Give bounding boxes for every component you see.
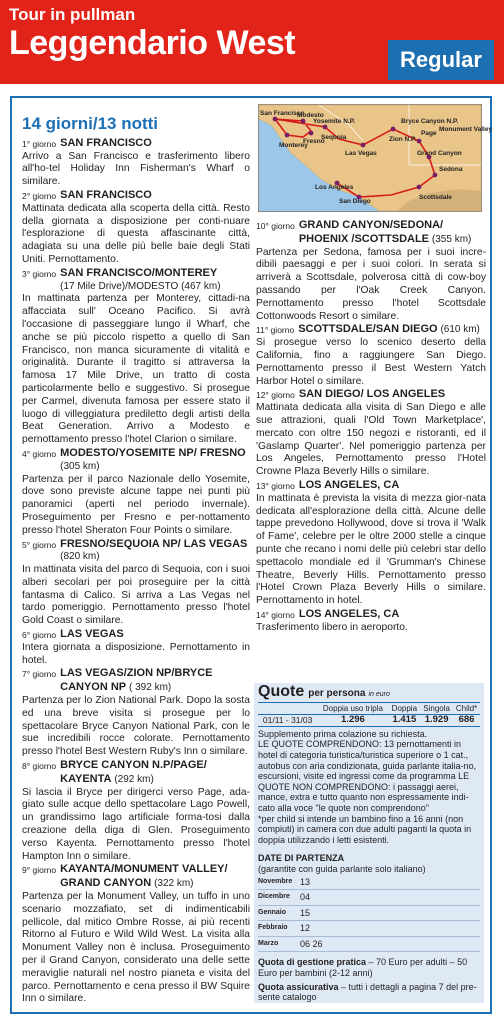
map-label: Monument Valley bbox=[439, 126, 493, 133]
map-label: San Francisco bbox=[260, 110, 305, 117]
map-label: Grand Canyon bbox=[417, 150, 462, 157]
day-number: 4° giorno bbox=[22, 448, 57, 459]
day-description: Partenza per lo Zion National Park. Dopo la sosta ed una breve visita si prosegue per lo spettacolare Bryce Canyon National Park, con le sue incredibili rocce colorate. Pernottamento presso l'hotel Best Western Ruby's Inn o similare. bbox=[22, 695, 250, 758]
date-month: Febbraio bbox=[258, 924, 288, 932]
insurance-text: – tutti i dettagli a pagina 7 del pre-sente catalogo bbox=[258, 981, 477, 1003]
price-table-header bbox=[258, 704, 480, 715]
price-title: Quote bbox=[258, 683, 305, 700]
date-days: 06 26 bbox=[300, 938, 323, 949]
day-subtitle: (355 km) bbox=[431, 233, 472, 245]
price-row bbox=[258, 715, 480, 727]
day-title: SAN DIEGO/ LOS ANGELES bbox=[298, 388, 446, 401]
day-title: KAYANTA/MONUMENT VALLEY/ GRAND CANYON bbox=[60, 863, 228, 890]
date-month: Novembre bbox=[258, 877, 293, 885]
day-description: In mattinata partenza per Monterey, cittadi-na affacciata sull' Oceano Pacifico. Si avrà l'occasione di passeggiare lungo il Wharf, che anche se più piccolo rispetto a quello di San Francisco, non manca sicuramente di vitalità e originalità. Durante il tragitto si attraversa la famosa 17 Mile Drive, un tratto di costa particolarmente bello e suggestivo. Si prosegue per Carmel, divenuta famosa per essere stato il luogo di villeggiatura prediletto degli artisti della Beat Generation. Arrivo a Modesto e pernottamento presso l'hotel Clarion o similare. bbox=[22, 293, 250, 446]
day-description: In mattinata è prevista la visita di mezza gior-nata dedicata all'esplorazione della città. Alcune delle tappe prevedono Hollywood, dove si trova il 'Walk of Fame', celebre per le oltre 2000 stelle a cinque punte che recano i nomi delle più celebri star dello spettacolo mondiale ed il 'Grumman's Chinese Theatre, Beverly Hills. Pernottamento presso l'Hotel Crown Plaza Beverly Hills o similare. Pernottamento in hotel. bbox=[256, 492, 486, 607]
day-description: In mattinata visita del parco di Sequoia, con i suoi alberi secolari per poi proseguire per la città fantasma di Calico. Si arriva a Las Vegas nel tardo pomeriggio. Pernottamento presso l'hotel Gold Coast o similare. bbox=[22, 564, 250, 627]
day-title: LOS ANGELES, CA bbox=[298, 478, 400, 491]
day-title: MODESTO/YOSEMITE NP/ FRESNO bbox=[60, 446, 246, 459]
date-month: Dicembre bbox=[258, 893, 290, 901]
itinerary-column-left bbox=[22, 114, 250, 1006]
date-row bbox=[258, 906, 480, 922]
day-title: LOS ANGELES, CA bbox=[298, 607, 400, 620]
day-number: 5° giorno bbox=[22, 539, 57, 550]
map-label: Monterey bbox=[279, 142, 308, 149]
day-number: 13° giorno bbox=[256, 480, 295, 491]
day-title: GRAND CANYON/SEDONA/ PHOENIX /SCOTTSDALE bbox=[298, 219, 444, 245]
day-description: Partenza per la Monument Valley, un tuffo in uno scenario mozzafiato, set di indimenticabili pellicole, dal mitico Ombre Rosse, ai più recenti Ritorno al Futuro e Wild Wild West. La visita alla Monument Valley non è inclusa. Proseguimento per il Grand Canyon, considerato una delle sette meraviglie naturali nel nostro pianeta e visita del parco. Pernottamento e cena presso il BW Squire Inn o similare. bbox=[22, 891, 250, 1005]
regular-badge: Regular bbox=[388, 40, 494, 80]
day-item bbox=[22, 447, 250, 538]
header-banner bbox=[0, 0, 504, 84]
price-col-header: Doppia uso tripla bbox=[322, 703, 383, 713]
price-header bbox=[258, 683, 480, 703]
day-subtitle: (305 km) bbox=[60, 460, 100, 472]
day-item bbox=[22, 628, 250, 667]
map-label: Sequoia bbox=[321, 134, 347, 141]
fee-text: – 70 Euro per adulti – 50 Euro per bambini (2-12 anni) bbox=[258, 957, 468, 979]
day-number: 10° giorno bbox=[256, 221, 295, 231]
insurance-label: Quota assicurativa bbox=[258, 981, 339, 992]
day-title: FRESNO/SEQUOIA NP/ LAS VEGAS bbox=[60, 537, 248, 550]
price-cell: 1.415 bbox=[389, 715, 420, 727]
date-days: 04 bbox=[300, 892, 311, 903]
day-number: 14° giorno bbox=[256, 609, 295, 620]
map-label: Las Vegas bbox=[345, 150, 377, 157]
day-description: Mattinata dedicata alla visita di San Diego e alle sue attrazioni, quali l'Old Town Marketplace', mercato con oltre 150 negozi e ristoranti, ed il 'Gaslamp Quarter'. Nel pomeriggio partenza per Los Angeles, Pernottamento presso l'Hotel Crowne Plaza Beverly Hills o similare. bbox=[256, 402, 486, 478]
date-days: 15 bbox=[300, 907, 311, 918]
day-number: 12° giorno bbox=[256, 390, 295, 401]
day-number: 6° giorno bbox=[22, 630, 57, 641]
day-description: Partenza per Sedona, famosa per i suoi incre-dibili paesaggi e per i suoi colori. In serata si arriverà a Scottsdale, polverosa città di cow-boy passando per l'Oak Creek Canyon. Pernottamento presso l'hotel Scottsdale Cottonwoods Resort o similare. bbox=[256, 246, 486, 322]
date-days: 12 bbox=[300, 923, 311, 934]
day-title: LAS VEGAS/ZION NP/BRYCE CANYON NP bbox=[60, 667, 213, 694]
date-month: Marzo bbox=[258, 939, 279, 947]
day-number: 9° giorno bbox=[22, 865, 57, 876]
price-cell: 686 bbox=[453, 715, 480, 727]
map-label: Modesto bbox=[297, 112, 324, 119]
day-subtitle: (322 km) bbox=[154, 878, 194, 890]
date-row bbox=[258, 890, 480, 906]
day-item bbox=[256, 608, 486, 635]
supplement-note: Supplemento prima colazione su richiesta. bbox=[258, 728, 428, 739]
day-description: Mattinata dedicata alla scoperta della città. Resto della giornata a disposizione per conti-nuare l'esplorazione di questa affascinante città, adagiata su una delle più belle baie degli Stati Uniti. Pernottamento. bbox=[22, 202, 250, 265]
day-title: SAN FRANCISCO/MONTEREY bbox=[60, 266, 218, 279]
day-item bbox=[22, 667, 250, 759]
day-subtitle: (820 km) bbox=[60, 551, 100, 563]
day-description: Trasferimento libero in aeroporto. bbox=[256, 621, 408, 633]
dates-subtitle: (garantite con guida parlante solo italiano) bbox=[258, 863, 426, 874]
map-label: San Diego bbox=[339, 198, 371, 205]
map-label: Page bbox=[421, 130, 437, 137]
day-description: Si lascia il Bryce per dirigerci verso Page, ada-giato sulle acque dello spettacolare Lago Powell, un grandissimo lago artificiale forma-tosi dalla creazione della diga di Glen. Proseguimento verso Kayenta. Pernottamento presso l'hotel Hampton Inn o similare. bbox=[22, 786, 250, 862]
day-item bbox=[22, 189, 250, 267]
day-number: 3° giorno bbox=[22, 268, 57, 279]
map-label: Sedona bbox=[439, 166, 463, 173]
day-title: SAN FRANCISCO bbox=[60, 188, 152, 201]
day-description: Si prosegue verso lo scenico deserto della California, fino a raggiungere San Diego. Pernottamento presso il Best Western Yatch Harbor Hotel o similare. bbox=[256, 337, 486, 387]
itinerary-column-right bbox=[256, 219, 486, 635]
day-number: 11° giorno bbox=[256, 325, 295, 336]
child-note: *per child si intende un bambino fino a 16 anni (non compiuti) in camera con due adulti paganti la quota in doppia utilizzando i letti esistenti. bbox=[258, 813, 472, 845]
day-title: SCOTTSDALE/SAN DIEGO bbox=[298, 323, 438, 336]
date-month: Gennaio bbox=[258, 908, 287, 916]
date-row bbox=[258, 921, 480, 937]
day-title: SAN FRANCISCO bbox=[60, 136, 152, 149]
tour-duration: 14 giorni/13 notti bbox=[22, 114, 159, 133]
day-item bbox=[22, 759, 250, 863]
day-description: Intera giornata a disposizione. Pernottamento in hotel. bbox=[22, 641, 250, 666]
fee-label: Quota di gestione pratica bbox=[258, 957, 367, 968]
day-description: Partenza per il parco Nazionale dello Yosemite, dove sono previste alcune tappe nei punti più panoramici (aperti nel periodo invernale). Proseguimento per Fresno e per-nottamento presso l'hotel Sheraton Four Points o similare. bbox=[22, 473, 250, 536]
day-item bbox=[256, 479, 486, 608]
price-period: 01/11 - 31/03 bbox=[258, 715, 317, 727]
price-col-header: Singola bbox=[423, 703, 450, 713]
map-svg bbox=[259, 105, 493, 211]
map-label: Los Angeles bbox=[315, 184, 354, 191]
date-row bbox=[258, 937, 480, 953]
dates-title: DATE DI PARTENZA bbox=[258, 853, 345, 864]
price-table bbox=[258, 704, 480, 727]
day-item bbox=[256, 323, 486, 388]
map-label: Fresno bbox=[303, 138, 325, 145]
day-subtitle: ( 392 km) bbox=[129, 682, 172, 694]
day-number: 1° giorno bbox=[22, 138, 57, 149]
page-title: Leggendario West bbox=[9, 24, 296, 62]
included-note: LE QUOTE COMPRENDONO: 13 pernottamenti in hotel di categoria turistica/turistica superiore o 1 cat., autobus con aria condizionata, guida parlante italia-no, escursioni, visite ed ingressi come da programma LE QUOTE NON COMPRENDONO: i passaggi aerei, mance, extra e tutto quanto non espressamente indi-cato alla voce "le quote non comprendono" bbox=[258, 739, 477, 813]
day-item bbox=[256, 388, 486, 479]
map-dot bbox=[273, 117, 278, 122]
map-label: Yosemite N.P. bbox=[313, 118, 356, 125]
price-cell: 1.929 bbox=[420, 715, 453, 727]
price-currency: in euro bbox=[368, 691, 390, 698]
map-label: Zion N.P. bbox=[389, 136, 417, 143]
route-map bbox=[258, 104, 493, 212]
day-item bbox=[256, 219, 486, 323]
day-title: LAS VEGAS bbox=[60, 628, 124, 641]
day-item bbox=[22, 267, 250, 447]
day-item bbox=[22, 538, 250, 629]
map-label: Bryce Canyon N.P. bbox=[401, 118, 459, 125]
day-number: 7° giorno bbox=[22, 669, 57, 680]
fee-note bbox=[258, 957, 480, 978]
price-col-header: Doppia bbox=[391, 703, 418, 713]
price-cell: 1.296 bbox=[317, 715, 388, 727]
day-description: Arrivo a San Francisco e trasferimento libero all'ho-tel Holiday Inn Fisherman's Wharf o similare. bbox=[22, 150, 250, 188]
date-days: 13 bbox=[300, 876, 311, 887]
insurance-note bbox=[258, 982, 480, 1003]
day-item bbox=[22, 863, 250, 1006]
day-title: BRYCE CANYON N.P/PAGE/ KAYENTA bbox=[60, 759, 207, 785]
price-per: per persona bbox=[308, 688, 366, 699]
price-box bbox=[254, 683, 484, 1003]
tour-type: Tour in pullman bbox=[9, 5, 136, 24]
map-label: Scottsdale bbox=[419, 194, 452, 201]
departure-dates bbox=[258, 853, 480, 952]
day-item bbox=[22, 137, 250, 189]
price-col-header: Child* bbox=[455, 703, 478, 713]
day-number: 8° giorno bbox=[22, 761, 57, 772]
day-subtitle: (292 km) bbox=[114, 773, 154, 785]
day-number: 2° giorno bbox=[22, 190, 57, 201]
day-subtitle: (17 Mile Drive)/MODESTO (467 km) bbox=[60, 280, 221, 292]
date-row bbox=[258, 875, 480, 891]
day-subtitle: (610 km) bbox=[440, 324, 480, 336]
